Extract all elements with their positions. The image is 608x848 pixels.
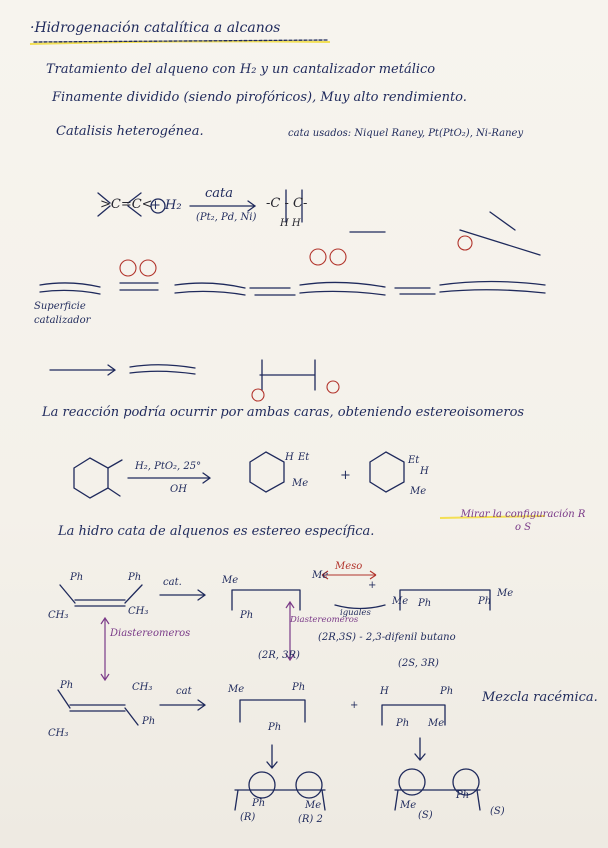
surface-3: [300, 282, 385, 295]
label-s2: (S): [490, 806, 505, 817]
surface-release: [130, 365, 195, 374]
reaction-arrow-3: [160, 590, 205, 600]
me-3b-right: Me: [497, 588, 514, 599]
product-ring-1: [250, 452, 284, 492]
ph-3b-left: Ph: [418, 598, 432, 609]
prod2-et: Et: [408, 455, 420, 466]
cat-label-1: cat.: [163, 577, 182, 588]
ph-3a: Ph: [240, 610, 254, 621]
h-circle-7: [327, 381, 339, 393]
sentence-stereospecific: La hidro cata de alquenos es estereo específica.: [58, 524, 375, 539]
prod1-me: Me: [292, 478, 309, 489]
ch3-4-right: CH₃: [132, 682, 153, 693]
adsorbed-alkene: [460, 212, 540, 255]
note-configuration: Mirar la configuración R o S: [460, 509, 586, 533]
alkene-e: [58, 690, 138, 725]
reaction-arrow-4: [160, 700, 205, 710]
equilibrium-1: [250, 288, 295, 295]
ph-4b-left: Ph: [396, 718, 410, 729]
catalysts-used: cata usados: Niquel Raney, Pt(PtO₂), Ni-Raney: [288, 128, 524, 139]
h-circle-5: [458, 236, 472, 250]
h-circle-4: [330, 249, 346, 265]
label-s1: (S): [418, 810, 433, 821]
prod2-h: H: [420, 466, 429, 477]
ph-2: Ph: [128, 572, 142, 583]
alkane-h-label: H H: [280, 218, 301, 229]
diastereomer-arrow-left: [101, 618, 109, 680]
me-4b: Me: [428, 718, 445, 729]
config-2r3r: (2R, 3R): [258, 650, 300, 661]
ch3-4-left: CH₃: [48, 728, 69, 739]
product-3b: [400, 590, 490, 610]
h-circle-3: [310, 249, 326, 265]
down-arrow-1: [267, 745, 277, 768]
label-r: (R): [240, 812, 256, 823]
alkene-label: >C=C<: [100, 197, 153, 212]
ph-4a: Ph: [292, 682, 306, 693]
me-3b-left: Me: [392, 596, 409, 607]
scheme2-solvent: OH: [170, 484, 187, 495]
me-5b: Me: [400, 800, 417, 811]
diastereomeros-right: Diastereomeros: [290, 615, 359, 625]
surface-1: [40, 283, 100, 294]
reaction-arrow-release: [50, 365, 115, 375]
ph-5a: Ph: [252, 798, 266, 809]
prod1-h: H: [285, 452, 294, 463]
intro-line-3: Catalisis heterogénea.: [56, 124, 204, 139]
cat-label-2: cat: [176, 686, 192, 697]
ph-3b-right: Ph: [478, 596, 492, 607]
product-ring-2: [370, 452, 404, 492]
stereo-circle-2: [296, 772, 322, 798]
ch3-2: CH₃: [128, 606, 149, 617]
diastereomeros-left: Diastereomeros: [110, 628, 191, 639]
ph-4b-right: Ph: [440, 686, 454, 697]
racemic-label: Mezcla racémica.: [482, 690, 598, 705]
me-4a: Me: [228, 684, 245, 695]
surface-label: Superficie catalizador: [34, 301, 91, 326]
ph-4a-bottom: Ph: [268, 722, 282, 733]
stereo-circle-3: [399, 769, 425, 795]
down-arrow-2: [415, 738, 425, 760]
surface-2-arrows: [120, 283, 158, 290]
config-2s3r: (2S, 3R): [398, 658, 439, 669]
ph-4-right: Ph: [142, 716, 156, 727]
surface-2: [175, 283, 245, 295]
released-alkane: [260, 360, 315, 390]
iguales-label: iguales: [340, 608, 371, 618]
alkene-z: [60, 585, 142, 606]
meso-label: Meso: [335, 561, 363, 572]
cyclohexene-ring: [74, 458, 108, 498]
plus-4: +: [350, 700, 359, 711]
arrow-cata-label: cata: [205, 186, 234, 201]
h-circle-1: [120, 260, 136, 276]
ch3-1: CH₃: [48, 610, 69, 621]
scheme2-plus: +: [340, 468, 351, 483]
scheme2-conditions: H₂, PtO₂, 25°: [135, 461, 202, 472]
me-3a-right: Me: [312, 570, 329, 581]
plus-3: +: [368, 580, 377, 591]
reaction-arrow-1: [190, 201, 255, 211]
h-circle-2: [140, 260, 156, 276]
stereo-circle-1: [249, 772, 275, 798]
prod1-et: Et: [298, 452, 310, 463]
me-3a-left: Me: [222, 575, 239, 586]
meso-arrow: [322, 571, 376, 579]
equilibrium-2: [395, 288, 435, 294]
me-5a: Me: [305, 800, 322, 811]
h2-label: + H₂: [150, 198, 182, 213]
surface-4: [440, 282, 545, 294]
prod2-me: Me: [410, 486, 427, 497]
arrow-catalysts-label: (Pt₂, Pd, Ni): [196, 212, 257, 223]
compound-name: (2R,3S) - 2,3-difenil butano: [318, 632, 456, 643]
h-4b: H: [380, 686, 389, 697]
label-r2: (R) 2: [298, 814, 323, 825]
intro-line-1: Tratamiento del alqueno con H₂ y un cantalizador metálico: [46, 62, 436, 77]
alkane-label: -C - C-: [266, 196, 308, 211]
page-title: ·Hidrogenación catalítica a alcanos: [30, 20, 281, 36]
sentence-both-faces: La reacción podría ocurrir por ambas caras, obteniendo estereoisomeros: [42, 405, 525, 420]
ph-1: Ph: [70, 572, 84, 583]
product-4a: [240, 700, 305, 722]
reaction-arrow-2: [128, 473, 210, 483]
intro-line-2: Finamente dividido (siendo pirofóricos), Muy alto rendimiento.: [52, 90, 467, 105]
h-circle-6: [252, 389, 264, 401]
ph-4-left: Ph: [60, 680, 74, 691]
ph-5b: Ph: [456, 790, 470, 801]
substituents: [108, 460, 122, 496]
